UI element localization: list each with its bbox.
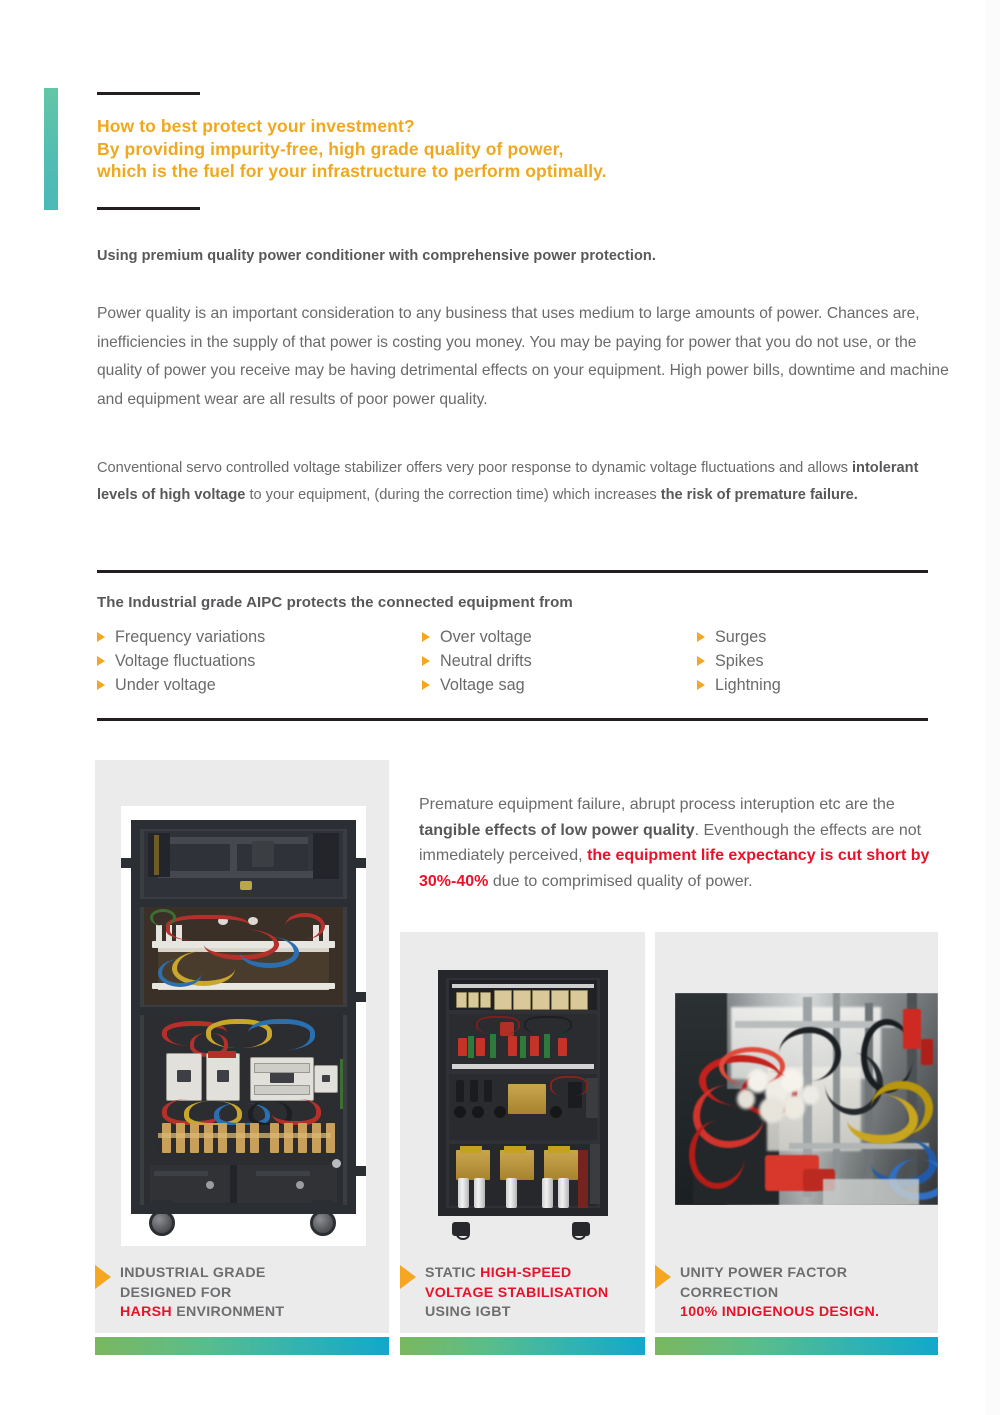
triangle-bullet-icon — [97, 656, 105, 666]
hero-rule-top — [97, 92, 200, 95]
caption-2-line-2: VOLTAGE STABILISATION — [425, 1284, 609, 1301]
triangle-marker-icon — [95, 1265, 111, 1289]
photo-industrial-cabinet — [121, 806, 366, 1246]
lede-text: Using premium quality power conditioner with comprehensive power protection. — [97, 248, 656, 264]
caption-1-red: HARSH — [120, 1304, 172, 1320]
triangle-marker-icon — [655, 1265, 671, 1289]
caption-3-line-2: CORRECTION — [680, 1284, 779, 1301]
paragraph-2-bold-2: the risk of premature failure. — [660, 487, 858, 503]
triangle-bullet-icon — [697, 656, 705, 666]
hero-heading — [97, 115, 937, 183]
aipc-protection-list — [97, 625, 937, 697]
caption-text — [120, 1264, 284, 1323]
caption-2-gray: STATIC — [425, 1265, 481, 1281]
caption-static-stabilisation — [400, 1264, 642, 1323]
list-item-label: Lightning — [715, 675, 781, 694]
list-item-label: Under voltage — [115, 675, 216, 694]
list-item-label: Frequency variations — [115, 627, 266, 646]
caption-industrial-grade — [95, 1264, 385, 1323]
triangle-bullet-icon — [422, 632, 430, 642]
list-item — [422, 625, 697, 649]
caption-3-line-3: 100% INDIGENOUS DESIGN. — [680, 1304, 880, 1320]
side-para-part-1: Premature equipment failure, abrupt process interuption etc are the — [419, 796, 895, 813]
page-right-edge — [986, 0, 1000, 1415]
caption-2-line-3: USING IGBT — [425, 1304, 511, 1320]
photo-static-stabiliser-cabinet — [426, 962, 620, 1242]
hero-line-3: which is the fuel for your infrastructure to perform optimally. — [97, 161, 607, 181]
list-item-label: Voltage sag — [440, 675, 525, 694]
aipc-rule-bottom — [97, 718, 928, 721]
list-item — [97, 673, 422, 697]
triangle-bullet-icon — [422, 680, 430, 690]
list-item-label: Over voltage — [440, 627, 532, 646]
card-footer-gradient-2 — [400, 1337, 645, 1355]
list-item-label: Spikes — [715, 651, 764, 670]
caption-2-red: HIGH-SPEED — [480, 1265, 572, 1281]
paragraph-power-quality: Power quality is an important consideration to any business that uses medium to large amounts of power. Chances are, inefficiencies in the supply of that power is costing you money. You may be paying for power that you do not use, or the quality of power you receive may be having detrimental effects on your equipment. High power bills, downtime and machine and equipment wear are all results of poor power quality. — [97, 305, 949, 408]
list-item — [422, 649, 697, 673]
list-item — [422, 673, 697, 697]
list-item — [97, 625, 422, 649]
paragraph-servo-stabilizer — [97, 455, 957, 509]
list-item-label: Neutral drifts — [440, 651, 532, 670]
paragraph-2-bold-1: intolerant levels of high voltage — [97, 460, 919, 503]
side-para-part-2: . Eventhough the effects are not immediately perceived, — [419, 821, 922, 864]
caption-2-line-1 — [425, 1264, 608, 1284]
caption-1-line-3 — [120, 1303, 284, 1323]
paragraph-2-part-2: to your equipment, (during the correction time) which increases — [245, 487, 661, 503]
side-para-part-3: due to comprimised quality of power. — [488, 872, 753, 890]
paragraph-2-part-1: Conventional servo controlled voltage stabilizer offers very poor response to dynamic voltage fluctuations and allows — [97, 460, 852, 476]
side-para-bold-1: tangible effects of low power quality — [419, 821, 695, 839]
triangle-bullet-icon — [97, 632, 105, 642]
hero-line-2: By providing impurity-free, high grade quality of power, — [97, 138, 564, 159]
list-item — [97, 649, 422, 673]
caption-power-factor — [655, 1264, 935, 1323]
hero-rule-bottom — [97, 207, 200, 210]
card-footer-gradient-1 — [95, 1337, 389, 1355]
paragraph-premature-failure — [419, 792, 954, 894]
triangle-bullet-icon — [697, 632, 705, 642]
aipc-section-title: The Industrial grade AIPC protects the connected equipment from — [97, 594, 573, 611]
caption-3-line-1: UNITY POWER FACTOR — [680, 1265, 848, 1281]
caption-1-line-1: INDUSTRIAL GRADE — [120, 1265, 266, 1281]
hero-line-1: How to best protect your investment? — [97, 116, 415, 136]
triangle-bullet-icon — [97, 680, 105, 690]
caption-1-line-2: DESIGNED FOR — [120, 1284, 232, 1301]
photo-power-factor-closeup — [675, 993, 938, 1205]
triangle-marker-icon — [400, 1265, 416, 1289]
accent-gradient-bar — [44, 88, 58, 210]
triangle-bullet-icon — [422, 656, 430, 666]
caption-text — [425, 1264, 608, 1323]
list-item-label: Voltage fluctuations — [115, 651, 256, 670]
list-item — [697, 673, 937, 697]
list-item — [697, 625, 937, 649]
triangle-bullet-icon — [697, 680, 705, 690]
list-item-label: Surges — [715, 627, 767, 646]
side-para-red-highlight: the equipment life expectancy is cut short by 30%-40% — [419, 847, 930, 890]
aipc-rule-top — [97, 570, 928, 573]
card-footer-gradient-3 — [655, 1337, 938, 1355]
list-item — [697, 649, 937, 673]
caption-1-rest: ENVIRONMENT — [171, 1304, 285, 1320]
caption-text — [680, 1264, 879, 1323]
